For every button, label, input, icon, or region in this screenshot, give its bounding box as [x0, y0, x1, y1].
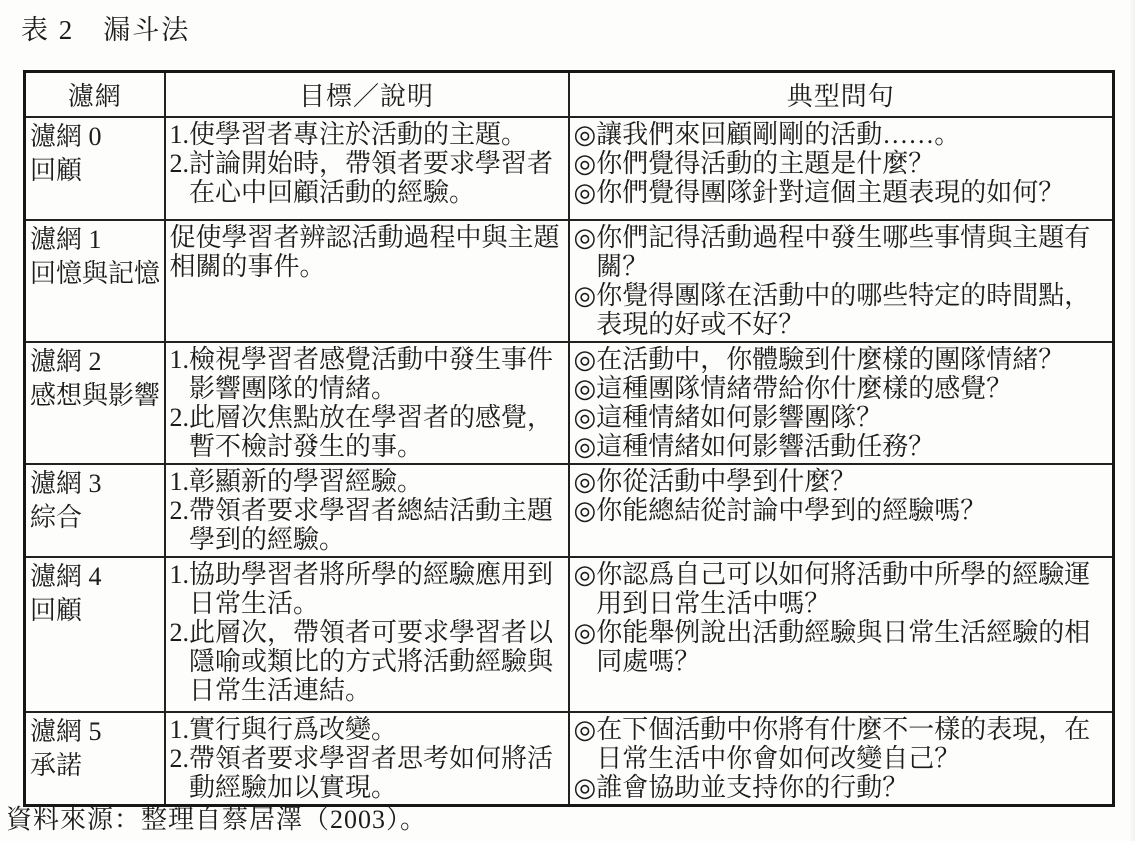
table-row [25, 220, 1114, 342]
double-circle-bullet-icon: ◎ [573, 617, 597, 647]
goal-number: 2. [169, 617, 189, 647]
double-circle-bullet-icon: ◎ [573, 714, 597, 744]
goal-text: 此層次焦點放在學習者的感覺，暫不檢討發生的事。 [189, 402, 554, 461]
question-cell [569, 117, 1114, 220]
question-item [574, 560, 1110, 618]
question-text: 你能總結從討論中學到的經驗嗎？ [596, 495, 987, 525]
question-text: 這種情緒如何影響活動任務？ [596, 431, 935, 461]
double-circle-bullet-icon: ◎ [573, 402, 597, 432]
table-row [25, 712, 1114, 806]
header-typical-questions: 典型問句 [569, 72, 1114, 117]
question-text: 你從活動中學到什麼？ [596, 466, 857, 496]
goal-number: 2. [169, 148, 189, 178]
question-text: 你能舉例說出活動經驗與日常生活經驗的相同處嗎？ [596, 617, 1091, 676]
double-circle-bullet-icon: ◎ [573, 466, 597, 496]
filter-label-line: 濾網 5 [30, 716, 102, 746]
filter-cell [25, 220, 165, 342]
question-item [574, 345, 1110, 374]
goal-text: 帶領者要求學習者思考如何將活動經驗加以實現。 [189, 743, 554, 802]
question-text: 誰會協助並支持你的行動？ [596, 772, 909, 802]
goal-number: 2. [169, 402, 189, 432]
question-text: 你覺得團隊在活動中的哪些特定的時間點，表現的好或不好？ [596, 280, 1091, 339]
filter-label-line: 回憶與記憶 [30, 258, 161, 288]
goal-cell [165, 220, 569, 342]
question-item [574, 374, 1110, 403]
question-item [574, 432, 1110, 461]
filter-cell [25, 464, 165, 557]
filter-cell [25, 557, 165, 712]
source-note: 資料來源：整理自蔡居澤（2003）。 [6, 805, 428, 834]
question-cell [569, 557, 1114, 712]
goal-item [170, 715, 565, 744]
funnel-method-table [23, 70, 1115, 807]
question-item [574, 773, 1110, 802]
goal-number: 2. [169, 495, 189, 525]
question-text: 你們覺得團隊針對這個主題表現的如何？ [596, 177, 1065, 207]
goal-item [170, 149, 565, 207]
goal-item [170, 560, 565, 618]
filter-cell [25, 342, 165, 464]
double-circle-bullet-icon: ◎ [573, 772, 597, 802]
goal-cell [165, 342, 569, 464]
filter-label-line: 濾網 2 [30, 346, 102, 376]
question-item [574, 403, 1110, 432]
filter-label-line: 濾網 4 [30, 561, 102, 591]
question-item [574, 496, 1110, 525]
question-item [574, 223, 1110, 281]
question-item [574, 281, 1110, 339]
goal-cell [165, 712, 569, 806]
goal-item [170, 496, 565, 554]
goal-number: 2. [169, 743, 189, 773]
question-text: 在下個活動中你將有什麼不一樣的表現，在日常生活中你會如何改變自己？ [596, 714, 1091, 773]
filter-label-line: 濾網 0 [30, 121, 102, 151]
question-text: 你們記得活動過程中發生哪些事情與主題有關？ [596, 222, 1091, 281]
filter-cell [25, 117, 165, 220]
question-cell [569, 712, 1114, 806]
table-body [25, 117, 1114, 806]
question-text: 你們覺得活動的主題是什麼？ [596, 148, 935, 178]
table-caption: 表 2 漏斗法 [21, 15, 191, 45]
question-cell [569, 220, 1114, 342]
question-cell [569, 342, 1114, 464]
question-cell [569, 464, 1114, 557]
filter-label-line: 感想與影響 [30, 380, 161, 410]
double-circle-bullet-icon: ◎ [573, 495, 597, 525]
goal-item [170, 618, 565, 705]
goal-text: 討論開始時，帶領者要求學習者在心中回顧活動的經驗。 [189, 148, 554, 207]
header-row [25, 72, 1114, 117]
table-row [25, 342, 1114, 464]
goal-item [170, 403, 565, 461]
question-item [574, 149, 1110, 178]
goal-number: 1. [169, 119, 189, 149]
goal-cell [165, 117, 569, 220]
scan-edge-shading [1129, 0, 1135, 841]
filter-cell [25, 712, 165, 806]
goal-text: 帶領者要求學習者總結活動主題學到的經驗。 [189, 495, 554, 554]
question-text: 這種情緒如何影響團隊？ [596, 402, 883, 432]
question-text: 你認爲自己可以如何將活動中所學的經驗運用到日常生活中嗎？ [596, 559, 1091, 618]
filter-label-line: 回顧 [30, 155, 83, 185]
double-circle-bullet-icon: ◎ [573, 222, 597, 252]
question-text: 這種團隊情緒帶給你什麼樣的感覺？ [596, 373, 1013, 403]
filter-label-line: 綜合 [30, 502, 83, 532]
goal-number: 1. [169, 714, 189, 744]
table-row [25, 464, 1114, 557]
goal-number: 1. [169, 466, 189, 496]
table-row [25, 117, 1114, 220]
question-item [574, 467, 1110, 496]
filter-label-line: 濾網 1 [30, 224, 102, 254]
double-circle-bullet-icon: ◎ [573, 431, 597, 461]
goal-item [170, 345, 565, 403]
double-circle-bullet-icon: ◎ [573, 280, 597, 310]
goal-item [170, 120, 565, 149]
header-goal-explanation: 目標／說明 [165, 72, 569, 117]
goal-text: 此層次，帶領者可要求學習者以隱喻或類比的方式將活動經驗與日常生活連結。 [189, 617, 554, 705]
filter-label-line: 承諾 [30, 750, 83, 780]
goal-cell [165, 557, 569, 712]
goal-number: 1. [169, 344, 189, 374]
question-item [574, 618, 1110, 676]
goal-text: 檢視學習者感覺活動中發生事件影響團隊的情緒。 [189, 344, 554, 403]
filter-label-line: 回顧 [30, 595, 83, 625]
double-circle-bullet-icon: ◎ [573, 559, 597, 589]
goal-number: 1. [169, 559, 189, 589]
question-item [574, 120, 1110, 149]
question-text: 在活動中，你體驗到什麼樣的團隊情緒？ [596, 344, 1065, 374]
goal-text: 彰顯新的學習經驗。 [189, 466, 424, 496]
goal-item [170, 223, 565, 281]
goal-text: 協助學習者將所學的經驗應用到日常生活。 [189, 559, 554, 618]
question-text: 讓我們來回顧剛剛的活動……。 [596, 119, 961, 149]
double-circle-bullet-icon: ◎ [573, 177, 597, 207]
double-circle-bullet-icon: ◎ [573, 373, 597, 403]
double-circle-bullet-icon: ◎ [573, 119, 597, 149]
goal-text: 實行與行爲改變。 [189, 714, 398, 744]
goal-text: 使學習者專注於活動的主題。 [189, 119, 528, 149]
goal-cell [165, 464, 569, 557]
question-item [574, 178, 1110, 207]
header-filter: 濾網 [25, 72, 165, 117]
double-circle-bullet-icon: ◎ [573, 148, 597, 178]
goal-text: 促使學習者辨認活動過程中與主題相關的事件。 [169, 222, 560, 281]
table-row [25, 557, 1114, 712]
goal-item [170, 744, 565, 802]
double-circle-bullet-icon: ◎ [573, 344, 597, 374]
goal-item [170, 467, 565, 496]
question-item [574, 715, 1110, 773]
filter-label-line: 濾網 3 [30, 468, 102, 498]
